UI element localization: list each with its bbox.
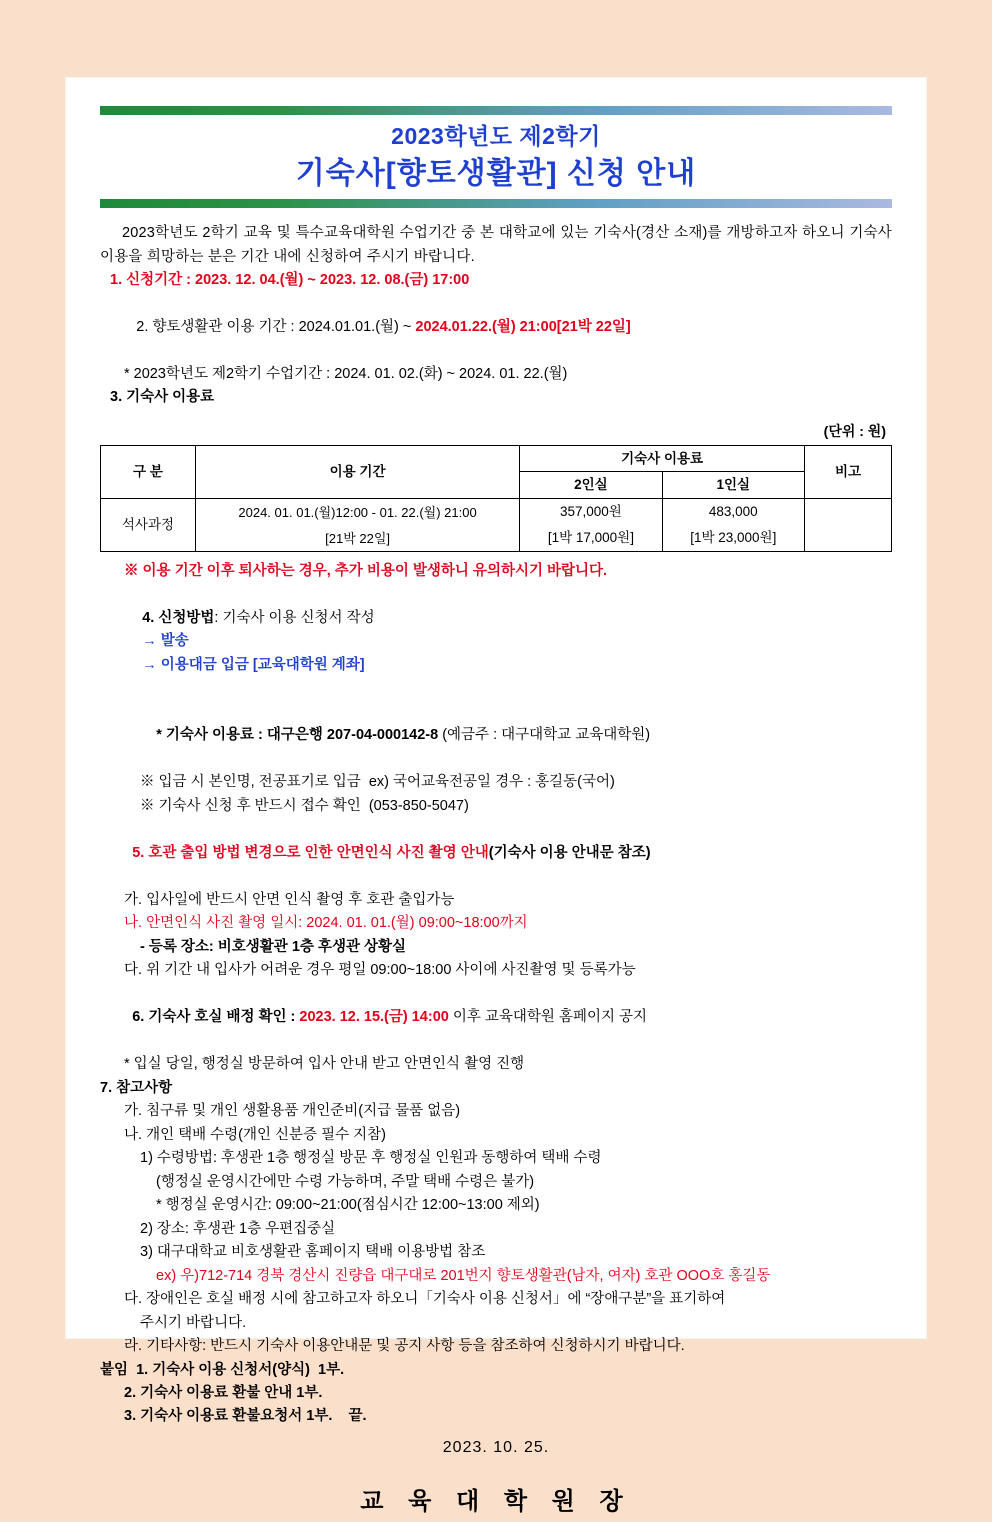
cell-single-line2: [1박 23,000원] [662,525,804,551]
item-5-face-recognition [100,818,892,888]
item-4-arrow-deposit: → 이용대금 입금 [교육대학원 계좌] [142,656,365,673]
cell-division: 석사과정 [101,499,196,552]
document-page [66,78,926,1515]
attachment-1: 붙임 1. 기숙사 이용 신청서(양식) 1부. [100,1361,345,1378]
item-2-prefix: 2. 향토생활관 이용 기간 : 2024.01.01.(월) ~ [132,318,416,335]
intro-paragraph: 2023학년도 2학기 교육 및 특수교육대학원 수업기간 중 본 대학교에 있는 기숙사(경산 소재)를 개방하고자 하오니 기숙사 이용을 희망하는 분은 기간 내에 신청하여 주시기 바랍니다. [100,225,892,265]
header-period: 이용 기간 [195,445,519,499]
item-5-note: (기숙사 이용 안내문 참조) [488,844,651,861]
cell-remark [804,499,891,552]
header-bottom-bar [100,199,892,208]
cell-period-line1: 2024. 01. 01.(월)12:00 - 01. 22.(월) 21:00 [195,499,519,525]
header-top-bar [100,106,892,115]
item-6-label: 6. 기숙사 호실 배정 확인 : [132,1009,300,1026]
document-inner [66,78,926,1522]
item-4-account-rest: (예금주 : 대구대학교 교육대학원) [438,727,651,744]
header-remark: 비고 [804,445,891,499]
cell-double-line1: 357,000원 [520,499,662,525]
item-7-c-cont: 주시기 바랍니다. [140,1314,247,1331]
document-signature: 교 육 대 학 원 장 [360,1487,632,1515]
item-4-confirm-note: ※ 기숙사 신청 후 반드시 접수 확인 (053-850-5047) [140,797,469,814]
header-fee-single: 1인실 [662,472,804,499]
cell-double-line2: [1박 17,000원] [520,525,662,551]
item-7-d: 라. 기타사항: 반드시 기숙사 이용안내문 및 공지 사항 등을 참조하여 신청하시기 바랍니다. [124,1338,685,1355]
attachment-2: 2. 기숙사 이용료 환불 안내 1부. [124,1384,323,1401]
item-4-label: 4. 신청방법 [142,610,215,626]
header-division: 구 분 [101,445,196,499]
item-4-rest: : 기숙사 이용 신청서 작성 [214,610,375,626]
document-date: 2023. 10. 25. [442,1438,550,1456]
item-7-b2: 2) 장소: 후생관 1층 우편집중실 [140,1220,336,1237]
item-7-b3: 3) 대구대학교 비호생활관 홈페이지 택배 이용방법 참조 [140,1244,486,1261]
table-row [101,499,892,525]
item-5-c: 다. 위 기간 내 입사가 어려운 경우 평일 09:00~18:00 사이에 사진촬영 및 등록가능 [124,962,636,979]
item-6-date: 2023. 12. 15.(금) 14:00 [299,1009,449,1026]
item-6-room-assignment [100,983,892,1053]
title-block [100,121,892,193]
item-2-highlight: 2024.01.22.(월) 21:00[21박 22일] [415,318,631,335]
item-2-note: * 2023학년도 제2학기 수업기간 : 2024. 01. 02.(화) ~ 2024. 01. 22.(월) [124,365,568,382]
item-1-application-period: 1. 신청기간 : 2023. 12. 04.(월) ~ 2023. 12. 08.(금) 17:00 [110,272,470,289]
item-5-label: 5. 호관 출입 방법 변경으로 인한 안면인식 사진 촬영 안내 [132,844,489,861]
document-title: 기숙사[향토생활관] 신청 안내 [295,157,697,191]
item-4-application-method [100,584,892,701]
item-7-b1: 1) 수령방법: 후생관 1층 행정실 방문 후 행정실 인원과 동행하여 택배 수령 [140,1150,602,1167]
fee-table-header-row-1 [101,445,892,472]
usage-warning: ※ 이용 기간 이후 퇴사하는 경우, 추가 비용이 발생하니 유의하시기 바랍니다. [124,563,608,580]
item-7-references: 7. 참고사항 [100,1079,173,1096]
document-body [100,222,892,1522]
item-4-arrow-send: → 발송 [142,633,189,650]
fee-table-body [101,499,892,552]
item-5-a: 가. 입사일에 반드시 안면 인식 촬영 후 호관 출입가능 [124,891,455,908]
cell-single-line1: 483,000 [662,499,804,525]
item-3-fee-heading: 3. 기숙사 이용료 [110,389,215,406]
item-7-b1-note2: * 행정실 운영시간: 09:00~21:00(점심시간 12:00~13:00 제외) [156,1197,540,1214]
cell-period-line2: [21박 22일] [195,525,519,551]
item-7-a: 가. 침구류 및 개인 생활용품 개인준비(지급 물품 없음) [124,1103,461,1120]
item-7-c: 다. 장애인은 호실 배정 시에 참고하고자 하오니「기숙사 이용 신청서」에 “장애구분”을 표기하여 [124,1291,726,1308]
fee-table-unit-label: (단위 : 원) [823,422,886,439]
document-subtitle: 2023학년도 제2학기 [391,123,601,149]
item-2-usage-period [100,293,892,363]
item-4-account-info [100,701,892,771]
item-7-b3-example: ex) 우)712-714 경북 경산시 진량읍 대구대로 201번지 향토생활관(남자, 여자) 호관 OOO호 홍길동 [156,1267,771,1284]
item-6-sub: * 입실 당일, 행정실 방문하여 입사 안내 받고 안면인식 촬영 진행 [124,1056,525,1073]
item-5-b: 나. 안면인식 사진 촬영 일시: 2024. 01. 01.(월) 09:00~18:00까지 [124,915,528,932]
header-fee: 기숙사 이용료 [520,445,805,472]
header-fee-double: 2인실 [520,472,662,499]
fee-table-head [101,445,892,499]
item-4-account-bold: * 기숙사 이용료 : 대구은행 207-04-000142-8 [156,727,439,744]
item-6-rest: 이후 교육대학원 홈페이지 공지 [448,1009,648,1026]
table-row [101,525,892,551]
attachment-3: 3. 기숙사 이용료 환불요청서 1부. 끝. [124,1408,367,1425]
item-7-b1-note: (행정실 운영시간에만 수령 가능하며, 주말 택배 수령은 불가) [156,1173,535,1190]
item-7-b: 나. 개인 택배 수령(개인 신분증 필수 지참) [124,1126,386,1143]
item-4-deposit-note: ※ 입금 시 본인명, 전공표기로 입금 ex) 국어교육전공일 경우 : 홍길동(국어) [140,774,615,791]
fee-table [100,445,892,552]
item-5-registration-place: - 등록 장소: 비호생활관 1층 후생관 상황실 [140,938,407,955]
